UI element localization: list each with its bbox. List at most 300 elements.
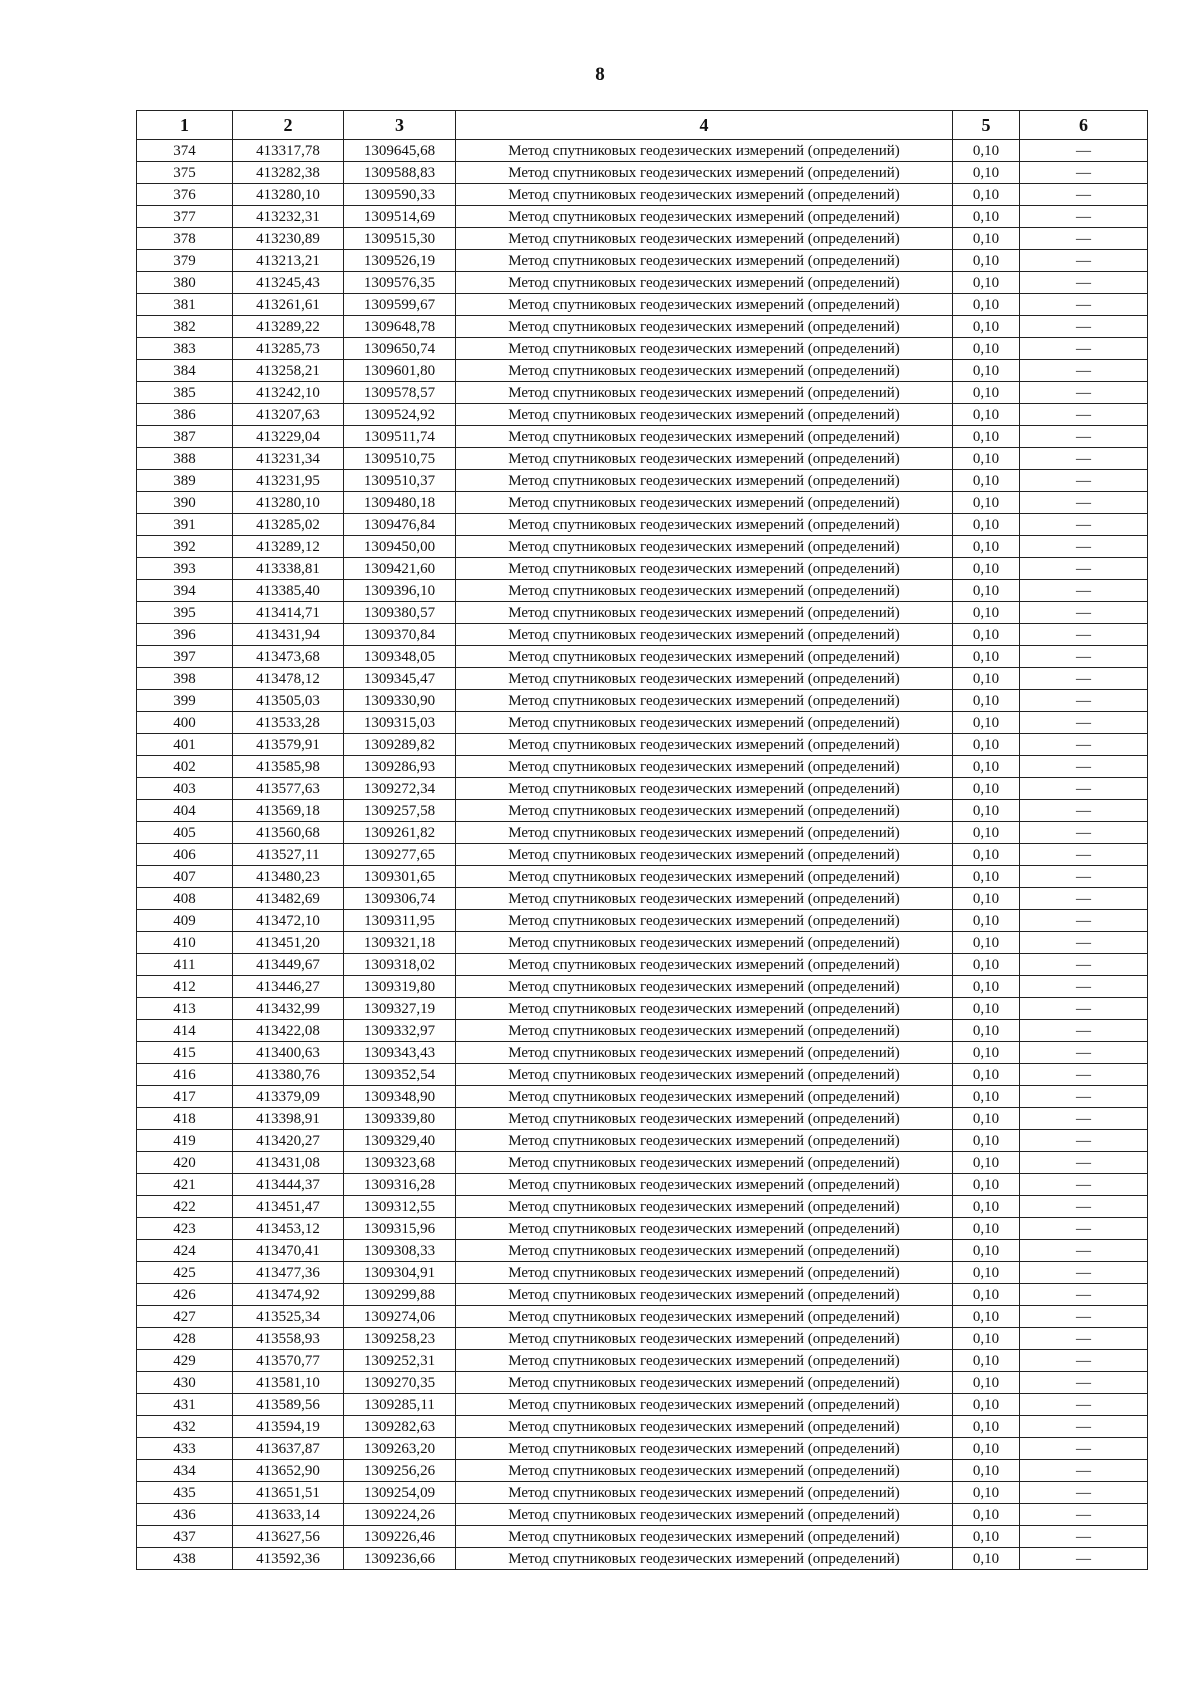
description-cell: —	[1020, 1152, 1148, 1174]
x-coordinate-cell: 413637,87	[233, 1438, 344, 1460]
x-coordinate-cell: 413280,10	[233, 492, 344, 514]
x-coordinate-cell: 413231,34	[233, 448, 344, 470]
table-row	[137, 1548, 1148, 1570]
point-number-cell: 438	[137, 1548, 233, 1570]
table-row	[137, 1196, 1148, 1218]
point-number-cell: 411	[137, 954, 233, 976]
x-coordinate-cell: 413585,98	[233, 756, 344, 778]
accuracy-cell: 0,10	[953, 580, 1020, 602]
y-coordinate-cell: 1309332,97	[344, 1020, 456, 1042]
table-row	[137, 404, 1148, 426]
x-coordinate-cell: 413444,37	[233, 1174, 344, 1196]
x-coordinate-cell: 413558,93	[233, 1328, 344, 1350]
point-number-cell: 389	[137, 470, 233, 492]
y-coordinate-cell: 1309270,35	[344, 1372, 456, 1394]
description-cell: —	[1020, 998, 1148, 1020]
coordinates-table	[136, 110, 1148, 1570]
x-coordinate-cell: 413453,12	[233, 1218, 344, 1240]
method-cell: Метод спутниковых геодезических измерений (определений)	[456, 844, 953, 866]
x-coordinate-cell: 413451,20	[233, 932, 344, 954]
accuracy-cell: 0,10	[953, 624, 1020, 646]
accuracy-cell: 0,10	[953, 1152, 1020, 1174]
table-row	[137, 668, 1148, 690]
y-coordinate-cell: 1309601,80	[344, 360, 456, 382]
x-coordinate-cell: 413505,03	[233, 690, 344, 712]
method-cell: Метод спутниковых геодезических измерений (определений)	[456, 976, 953, 998]
point-number-cell: 385	[137, 382, 233, 404]
x-coordinate-cell: 413380,76	[233, 1064, 344, 1086]
table-row	[137, 316, 1148, 338]
method-cell: Метод спутниковых геодезических измерений (определений)	[456, 1438, 953, 1460]
x-coordinate-cell: 413420,27	[233, 1130, 344, 1152]
accuracy-cell: 0,10	[953, 492, 1020, 514]
y-coordinate-cell: 1309272,34	[344, 778, 456, 800]
method-cell: Метод спутниковых геодезических измерений (определений)	[456, 1504, 953, 1526]
y-coordinate-cell: 1309318,02	[344, 954, 456, 976]
table-row	[137, 1020, 1148, 1042]
description-cell: —	[1020, 822, 1148, 844]
table-row	[137, 1042, 1148, 1064]
y-coordinate-cell: 1309650,74	[344, 338, 456, 360]
method-cell: Метод спутниковых геодезических измерений (определений)	[456, 932, 953, 954]
x-coordinate-cell: 413569,18	[233, 800, 344, 822]
accuracy-cell: 0,10	[953, 1372, 1020, 1394]
description-cell: —	[1020, 712, 1148, 734]
header-col-3: 3	[344, 111, 456, 140]
point-number-cell: 377	[137, 206, 233, 228]
method-cell: Метод спутниковых геодезических измерений (определений)	[456, 250, 953, 272]
x-coordinate-cell: 413230,89	[233, 228, 344, 250]
point-number-cell: 403	[137, 778, 233, 800]
point-number-cell: 413	[137, 998, 233, 1020]
description-cell: —	[1020, 734, 1148, 756]
method-cell: Метод спутниковых геодезических измерений (определений)	[456, 910, 953, 932]
table-row	[137, 1350, 1148, 1372]
y-coordinate-cell: 1309380,57	[344, 602, 456, 624]
description-cell: —	[1020, 404, 1148, 426]
accuracy-cell: 0,10	[953, 1460, 1020, 1482]
accuracy-cell: 0,10	[953, 844, 1020, 866]
y-coordinate-cell: 1309321,18	[344, 932, 456, 954]
description-cell: —	[1020, 646, 1148, 668]
method-cell: Метод спутниковых геодезических измерений (определений)	[456, 602, 953, 624]
accuracy-cell: 0,10	[953, 316, 1020, 338]
header-row	[137, 111, 1148, 140]
accuracy-cell: 0,10	[953, 1042, 1020, 1064]
y-coordinate-cell: 1309348,05	[344, 646, 456, 668]
x-coordinate-cell: 413473,68	[233, 646, 344, 668]
x-coordinate-cell: 413229,04	[233, 426, 344, 448]
x-coordinate-cell: 413451,47	[233, 1196, 344, 1218]
y-coordinate-cell: 1309348,90	[344, 1086, 456, 1108]
y-coordinate-cell: 1309304,91	[344, 1262, 456, 1284]
y-coordinate-cell: 1309315,96	[344, 1218, 456, 1240]
method-cell: Метод спутниковых геодезических измерений (определений)	[456, 448, 953, 470]
y-coordinate-cell: 1309289,82	[344, 734, 456, 756]
x-coordinate-cell: 413289,12	[233, 536, 344, 558]
method-cell: Метод спутниковых геодезических измерений (определений)	[456, 800, 953, 822]
method-cell: Метод спутниковых геодезических измерений (определений)	[456, 1416, 953, 1438]
method-cell: Метод спутниковых геодезических измерений (определений)	[456, 1020, 953, 1042]
accuracy-cell: 0,10	[953, 338, 1020, 360]
method-cell: Метод спутниковых геодезических измерений (определений)	[456, 1240, 953, 1262]
table-row	[137, 272, 1148, 294]
table-row	[137, 602, 1148, 624]
accuracy-cell: 0,10	[953, 1504, 1020, 1526]
method-cell: Метод спутниковых геодезических измерений (определений)	[456, 1218, 953, 1240]
description-cell: —	[1020, 1174, 1148, 1196]
accuracy-cell: 0,10	[953, 734, 1020, 756]
y-coordinate-cell: 1309648,78	[344, 316, 456, 338]
description-cell: —	[1020, 954, 1148, 976]
x-coordinate-cell: 413400,63	[233, 1042, 344, 1064]
method-cell: Метод спутниковых геодезических измерений (определений)	[456, 1130, 953, 1152]
accuracy-cell: 0,10	[953, 778, 1020, 800]
point-number-cell: 402	[137, 756, 233, 778]
method-cell: Метод спутниковых геодезических измерений (определений)	[456, 1042, 953, 1064]
accuracy-cell: 0,10	[953, 668, 1020, 690]
description-cell: —	[1020, 272, 1148, 294]
point-number-cell: 407	[137, 866, 233, 888]
table-row	[137, 140, 1148, 162]
method-cell: Метод спутниковых геодезических измерений (определений)	[456, 734, 953, 756]
accuracy-cell: 0,10	[953, 866, 1020, 888]
table-row	[137, 888, 1148, 910]
table-row	[137, 382, 1148, 404]
point-number-cell: 424	[137, 1240, 233, 1262]
y-coordinate-cell: 1309274,06	[344, 1306, 456, 1328]
x-coordinate-cell: 413581,10	[233, 1372, 344, 1394]
accuracy-cell: 0,10	[953, 1416, 1020, 1438]
table-row	[137, 492, 1148, 514]
x-coordinate-cell: 413570,77	[233, 1350, 344, 1372]
point-number-cell: 408	[137, 888, 233, 910]
description-cell: —	[1020, 1438, 1148, 1460]
description-cell: —	[1020, 184, 1148, 206]
x-coordinate-cell: 413477,36	[233, 1262, 344, 1284]
method-cell: Метод спутниковых геодезических измерений (определений)	[456, 338, 953, 360]
method-cell: Метод спутниковых геодезических измерений (определений)	[456, 1460, 953, 1482]
point-number-cell: 393	[137, 558, 233, 580]
method-cell: Метод спутниковых геодезических измерений (определений)	[456, 888, 953, 910]
description-cell: —	[1020, 580, 1148, 602]
accuracy-cell: 0,10	[953, 690, 1020, 712]
method-cell: Метод спутниковых геодезических измерений (определений)	[456, 624, 953, 646]
accuracy-cell: 0,10	[953, 250, 1020, 272]
description-cell: —	[1020, 888, 1148, 910]
table-row	[137, 1306, 1148, 1328]
accuracy-cell: 0,10	[953, 888, 1020, 910]
table-row	[137, 866, 1148, 888]
table-row	[137, 712, 1148, 734]
description-cell: —	[1020, 976, 1148, 998]
y-coordinate-cell: 1309301,65	[344, 866, 456, 888]
y-coordinate-cell: 1309323,68	[344, 1152, 456, 1174]
table-row	[137, 536, 1148, 558]
table-row	[137, 1130, 1148, 1152]
x-coordinate-cell: 413385,40	[233, 580, 344, 602]
accuracy-cell: 0,10	[953, 800, 1020, 822]
y-coordinate-cell: 1309578,57	[344, 382, 456, 404]
y-coordinate-cell: 1309277,65	[344, 844, 456, 866]
point-number-cell: 417	[137, 1086, 233, 1108]
x-coordinate-cell: 413207,63	[233, 404, 344, 426]
description-cell: —	[1020, 316, 1148, 338]
method-cell: Метод спутниковых геодезических измерений (определений)	[456, 162, 953, 184]
table-row	[137, 514, 1148, 536]
y-coordinate-cell: 1309286,93	[344, 756, 456, 778]
table-row	[137, 690, 1148, 712]
point-number-cell: 437	[137, 1526, 233, 1548]
point-number-cell: 376	[137, 184, 233, 206]
description-cell: —	[1020, 866, 1148, 888]
description-cell: —	[1020, 1064, 1148, 1086]
description-cell: —	[1020, 162, 1148, 184]
description-cell: —	[1020, 1350, 1148, 1372]
x-coordinate-cell: 413592,36	[233, 1548, 344, 1570]
description-cell: —	[1020, 206, 1148, 228]
y-coordinate-cell: 1309330,90	[344, 690, 456, 712]
description-cell: —	[1020, 1130, 1148, 1152]
x-coordinate-cell: 413285,73	[233, 338, 344, 360]
x-coordinate-cell: 413285,02	[233, 514, 344, 536]
x-coordinate-cell: 413652,90	[233, 1460, 344, 1482]
table-row	[137, 228, 1148, 250]
accuracy-cell: 0,10	[953, 1284, 1020, 1306]
accuracy-cell: 0,10	[953, 1526, 1020, 1548]
accuracy-cell: 0,10	[953, 536, 1020, 558]
accuracy-cell: 0,10	[953, 1218, 1020, 1240]
method-cell: Метод спутниковых геодезических измерений (определений)	[456, 404, 953, 426]
accuracy-cell: 0,10	[953, 1020, 1020, 1042]
method-cell: Метод спутниковых геодезических измерений (определений)	[456, 426, 953, 448]
table-row	[137, 1416, 1148, 1438]
description-cell: —	[1020, 624, 1148, 646]
description-cell: —	[1020, 338, 1148, 360]
method-cell: Метод спутниковых геодезических измерений (определений)	[456, 206, 953, 228]
table-row	[137, 1482, 1148, 1504]
accuracy-cell: 0,10	[953, 448, 1020, 470]
accuracy-cell: 0,10	[953, 976, 1020, 998]
description-cell: —	[1020, 140, 1148, 162]
y-coordinate-cell: 1309599,67	[344, 294, 456, 316]
accuracy-cell: 0,10	[953, 162, 1020, 184]
accuracy-cell: 0,10	[953, 1240, 1020, 1262]
point-number-cell: 399	[137, 690, 233, 712]
description-cell: —	[1020, 1526, 1148, 1548]
accuracy-cell: 0,10	[953, 426, 1020, 448]
description-cell: —	[1020, 756, 1148, 778]
method-cell: Метод спутниковых геодезических измерений (определений)	[456, 316, 953, 338]
point-number-cell: 374	[137, 140, 233, 162]
y-coordinate-cell: 1309315,03	[344, 712, 456, 734]
x-coordinate-cell: 413317,78	[233, 140, 344, 162]
y-coordinate-cell: 1309312,55	[344, 1196, 456, 1218]
point-number-cell: 391	[137, 514, 233, 536]
point-number-cell: 409	[137, 910, 233, 932]
header-col-4: 4	[456, 111, 953, 140]
accuracy-cell: 0,10	[953, 184, 1020, 206]
description-cell: —	[1020, 910, 1148, 932]
table-row	[137, 250, 1148, 272]
accuracy-cell: 0,10	[953, 360, 1020, 382]
method-cell: Метод спутниковых геодезических измерений (определений)	[456, 822, 953, 844]
accuracy-cell: 0,10	[953, 1130, 1020, 1152]
accuracy-cell: 0,10	[953, 470, 1020, 492]
description-cell: —	[1020, 1284, 1148, 1306]
y-coordinate-cell: 1309282,63	[344, 1416, 456, 1438]
accuracy-cell: 0,10	[953, 1328, 1020, 1350]
accuracy-cell: 0,10	[953, 932, 1020, 954]
method-cell: Метод спутниковых геодезических измерений (определений)	[456, 668, 953, 690]
point-number-cell: 388	[137, 448, 233, 470]
description-cell: —	[1020, 294, 1148, 316]
table-row	[137, 1328, 1148, 1350]
y-coordinate-cell: 1309254,09	[344, 1482, 456, 1504]
description-cell: —	[1020, 1482, 1148, 1504]
table-row	[137, 426, 1148, 448]
y-coordinate-cell: 1309236,66	[344, 1548, 456, 1570]
description-cell: —	[1020, 800, 1148, 822]
point-number-cell: 423	[137, 1218, 233, 1240]
description-cell: —	[1020, 1460, 1148, 1482]
table-row	[137, 1086, 1148, 1108]
method-cell: Метод спутниковых геодезических измерений (определений)	[456, 1152, 953, 1174]
header-col-1: 1	[137, 111, 233, 140]
accuracy-cell: 0,10	[953, 1108, 1020, 1130]
table-row	[137, 998, 1148, 1020]
description-cell: —	[1020, 1328, 1148, 1350]
y-coordinate-cell: 1309590,33	[344, 184, 456, 206]
table-row	[137, 1372, 1148, 1394]
description-cell: —	[1020, 536, 1148, 558]
accuracy-cell: 0,10	[953, 558, 1020, 580]
accuracy-cell: 0,10	[953, 1394, 1020, 1416]
x-coordinate-cell: 413282,38	[233, 162, 344, 184]
y-coordinate-cell: 1309308,33	[344, 1240, 456, 1262]
point-number-cell: 414	[137, 1020, 233, 1042]
description-cell: —	[1020, 1262, 1148, 1284]
point-number-cell: 383	[137, 338, 233, 360]
accuracy-cell: 0,10	[953, 404, 1020, 426]
header-col-5: 5	[953, 111, 1020, 140]
x-coordinate-cell: 413422,08	[233, 1020, 344, 1042]
point-number-cell: 400	[137, 712, 233, 734]
point-number-cell: 415	[137, 1042, 233, 1064]
description-cell: —	[1020, 1218, 1148, 1240]
x-coordinate-cell: 413589,56	[233, 1394, 344, 1416]
table-row	[137, 624, 1148, 646]
y-coordinate-cell: 1309511,74	[344, 426, 456, 448]
x-coordinate-cell: 413379,09	[233, 1086, 344, 1108]
x-coordinate-cell: 413474,92	[233, 1284, 344, 1306]
table-row	[137, 1504, 1148, 1526]
y-coordinate-cell: 1309370,84	[344, 624, 456, 646]
y-coordinate-cell: 1309576,35	[344, 272, 456, 294]
table-row	[137, 932, 1148, 954]
table-row	[137, 1262, 1148, 1284]
x-coordinate-cell: 413431,94	[233, 624, 344, 646]
y-coordinate-cell: 1309510,75	[344, 448, 456, 470]
x-coordinate-cell: 413446,27	[233, 976, 344, 998]
x-coordinate-cell: 413478,12	[233, 668, 344, 690]
x-coordinate-cell: 413398,91	[233, 1108, 344, 1130]
y-coordinate-cell: 1309311,95	[344, 910, 456, 932]
x-coordinate-cell: 413338,81	[233, 558, 344, 580]
y-coordinate-cell: 1309261,82	[344, 822, 456, 844]
description-cell: —	[1020, 1086, 1148, 1108]
header-col-2: 2	[233, 111, 344, 140]
x-coordinate-cell: 413633,14	[233, 1504, 344, 1526]
point-number-cell: 425	[137, 1262, 233, 1284]
table-row	[137, 800, 1148, 822]
description-cell: —	[1020, 602, 1148, 624]
table-row	[137, 448, 1148, 470]
point-number-cell: 398	[137, 668, 233, 690]
description-cell: —	[1020, 778, 1148, 800]
y-coordinate-cell: 1309510,37	[344, 470, 456, 492]
method-cell: Метод спутниковых геодезических измерений (определений)	[456, 778, 953, 800]
y-coordinate-cell: 1309285,11	[344, 1394, 456, 1416]
table-row	[137, 822, 1148, 844]
x-coordinate-cell: 413472,10	[233, 910, 344, 932]
point-number-cell: 394	[137, 580, 233, 602]
point-number-cell: 390	[137, 492, 233, 514]
method-cell: Метод спутниковых геодезических измерений (определений)	[456, 360, 953, 382]
y-coordinate-cell: 1309252,31	[344, 1350, 456, 1372]
point-number-cell: 397	[137, 646, 233, 668]
description-cell: —	[1020, 492, 1148, 514]
point-number-cell: 416	[137, 1064, 233, 1086]
table-row	[137, 1394, 1148, 1416]
accuracy-cell: 0,10	[953, 294, 1020, 316]
y-coordinate-cell: 1309480,18	[344, 492, 456, 514]
y-coordinate-cell: 1309526,19	[344, 250, 456, 272]
y-coordinate-cell: 1309352,54	[344, 1064, 456, 1086]
y-coordinate-cell: 1309226,46	[344, 1526, 456, 1548]
accuracy-cell: 0,10	[953, 602, 1020, 624]
point-number-cell: 412	[137, 976, 233, 998]
accuracy-cell: 0,10	[953, 822, 1020, 844]
method-cell: Метод спутниковых геодезических измерений (определений)	[456, 272, 953, 294]
description-cell: —	[1020, 558, 1148, 580]
description-cell: —	[1020, 844, 1148, 866]
y-coordinate-cell: 1309345,47	[344, 668, 456, 690]
x-coordinate-cell: 413280,10	[233, 184, 344, 206]
point-number-cell: 404	[137, 800, 233, 822]
accuracy-cell: 0,10	[953, 1174, 1020, 1196]
method-cell: Метод спутниковых геодезических измерений (определений)	[456, 558, 953, 580]
x-coordinate-cell: 413627,56	[233, 1526, 344, 1548]
method-cell: Метод спутниковых геодезических измерений (определений)	[456, 470, 953, 492]
table-row	[137, 580, 1148, 602]
point-number-cell: 432	[137, 1416, 233, 1438]
table-row	[137, 646, 1148, 668]
point-number-cell: 380	[137, 272, 233, 294]
x-coordinate-cell: 413242,10	[233, 382, 344, 404]
description-cell: —	[1020, 382, 1148, 404]
y-coordinate-cell: 1309515,30	[344, 228, 456, 250]
accuracy-cell: 0,10	[953, 1064, 1020, 1086]
point-number-cell: 396	[137, 624, 233, 646]
header-col-6: 6	[1020, 111, 1148, 140]
method-cell: Метод спутниковых геодезических измерений (определений)	[456, 1526, 953, 1548]
x-coordinate-cell: 413525,34	[233, 1306, 344, 1328]
point-number-cell: 426	[137, 1284, 233, 1306]
point-number-cell: 419	[137, 1130, 233, 1152]
y-coordinate-cell: 1309588,83	[344, 162, 456, 184]
accuracy-cell: 0,10	[953, 756, 1020, 778]
